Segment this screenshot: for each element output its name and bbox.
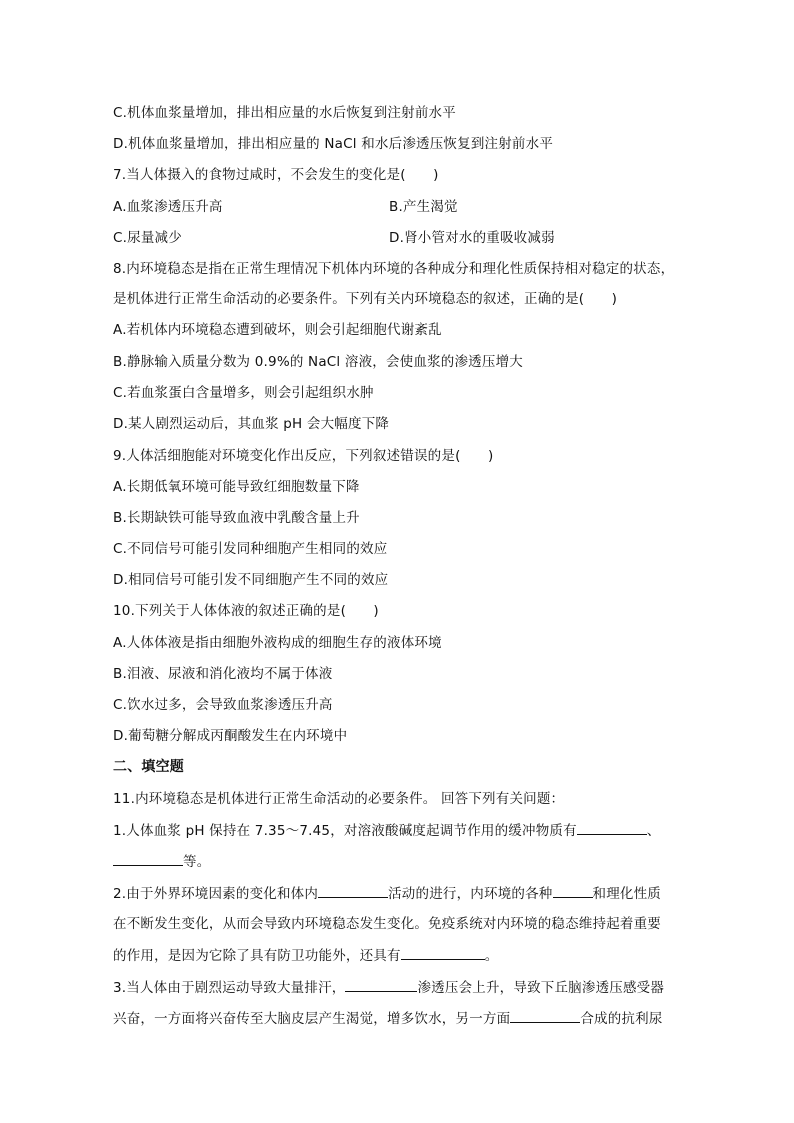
q7-stem: 7.当人体摄入的食物过咸时，不会发生的变化是( )	[113, 167, 439, 183]
q7-option-b: B.产生渴觉	[389, 199, 458, 215]
q11-part3-text-b: 渗透压会上升，导致下丘脑渗透压感受器	[417, 980, 665, 996]
q11-part3-text-a: 3.当人体由于剧烈运动导致大量排汗，	[113, 980, 346, 996]
q7-option-a: A.血浆渗透压升高	[113, 199, 223, 215]
q8-option-b: B.静脉输入质量分数为 0.9%的 NaCl 溶液，会使血浆的渗透压增大	[113, 354, 523, 370]
answer-blank[interactable]	[510, 1008, 580, 1023]
q11-part2-line3	[113, 945, 498, 966]
q10-option-c: C.饮水过多，会导致血浆渗透压升高	[113, 697, 333, 713]
q9-option-d: D.相同信号可能引发不同细胞产生不同的效应	[113, 572, 389, 588]
answer-blank[interactable]	[113, 851, 183, 866]
answer-blank[interactable]	[345, 977, 417, 992]
q10-option-b: B.泪液、尿液和消化液均不属于体液	[113, 666, 333, 682]
answer-blank[interactable]	[401, 945, 485, 960]
q11-part3-text-c: 兴奋，一方面将兴奋传至大脑皮层产生渴觉，增多饮水，另一方面	[113, 1011, 511, 1027]
q11-part2-line1	[113, 883, 661, 904]
q10-option-a: A.人体体液是指由细胞外液构成的细胞生存的液体环境	[113, 635, 442, 651]
q7-options-row1	[113, 197, 458, 217]
q11-part2-text-a: 2.由于外界环境因素的变化和体内	[113, 886, 319, 902]
q8-stem-line1: 8.内环境稳态是指在正常生理情况下机体内环境的各种成分和理化性质保持相对稳定的状态，	[113, 261, 675, 277]
q11-stem: 11.内环境稳态是机体进行正常生命活动的必要条件。 回答下列有关问题：	[113, 791, 565, 807]
q11-part1-sep: 、	[646, 823, 661, 839]
q7-option-d: D.肾小管对水的重吸收减弱	[389, 230, 555, 246]
q6-option-d: D.机体血浆量增加，排出相应量的 NaCl 和水后渗透压恢复到注射前水平	[113, 136, 554, 152]
q9-option-c: C.不同信号可能引发同种细胞产生相同的效应	[113, 541, 388, 557]
q8-stem-line2: 是机体进行正常生命活动的必要条件。下列有关内环境稳态的叙述，正确的是( )	[113, 291, 618, 307]
q11-part1-line1	[113, 820, 661, 841]
q11-part2-line2: 在不断发生变化，从而会导致内环境稳态发生变化。免疫系统对内环境的稳态维持起着重要	[113, 916, 661, 932]
q8-option-d: D.某人剧烈运动后，其血浆 pH 会大幅度下降	[113, 416, 390, 432]
answer-blank[interactable]	[553, 883, 593, 898]
q6-option-c: C.机体血浆量增加，排出相应量的水后恢复到注射前水平	[113, 105, 456, 121]
q11-part1-line2	[113, 851, 210, 872]
q8-option-c: C.若血浆蛋白含量增多，则会引起组织水肿	[113, 385, 374, 401]
q11-part3-text-d: 合成的抗利尿	[580, 1011, 663, 1027]
q7-option-c: C.尿量减少	[113, 230, 182, 246]
q9-option-a: A.长期低氧环境可能导致红细胞数量下降	[113, 479, 360, 495]
q7-options-row2	[113, 228, 555, 248]
q11-part2-text-e: 的作用，是因为它除了具有防卫功能外，还具有	[113, 948, 401, 964]
q10-stem: 10.下列关于人体体液的叙述正确的是( )	[113, 603, 379, 619]
answer-blank[interactable]	[577, 820, 647, 835]
q11-part2-text-c: 和理化性质	[592, 886, 661, 902]
q8-option-a: A.若机体内环境稳态遭到破坏，则会引起细胞代谢紊乱	[113, 322, 442, 338]
q11-part1-text: 1.人体血浆 pH 保持在 7.35～7.45，对溶液酸碱度起调节作用的缓冲物质有	[113, 823, 577, 839]
q9-stem: 9.人体活细胞能对环境变化作出反应，下列叙述错误的是( )	[113, 448, 494, 464]
q10-option-d: D.葡萄糖分解成丙酮酸发生在内环境中	[113, 728, 348, 744]
q11-part2-text-b: 活动的进行，内环境的各种	[388, 886, 553, 902]
q11-part1-end: 等。	[183, 854, 211, 870]
q11-part3-line2	[113, 1008, 663, 1029]
answer-blank[interactable]	[318, 883, 388, 898]
section-title-fill-in: 二、填空题	[113, 759, 184, 775]
q11-part2-end: 。	[484, 948, 499, 964]
q11-part3-line1	[113, 977, 664, 998]
q9-option-b: B.长期缺铁可能导致血液中乳酸含量上升	[113, 510, 360, 526]
